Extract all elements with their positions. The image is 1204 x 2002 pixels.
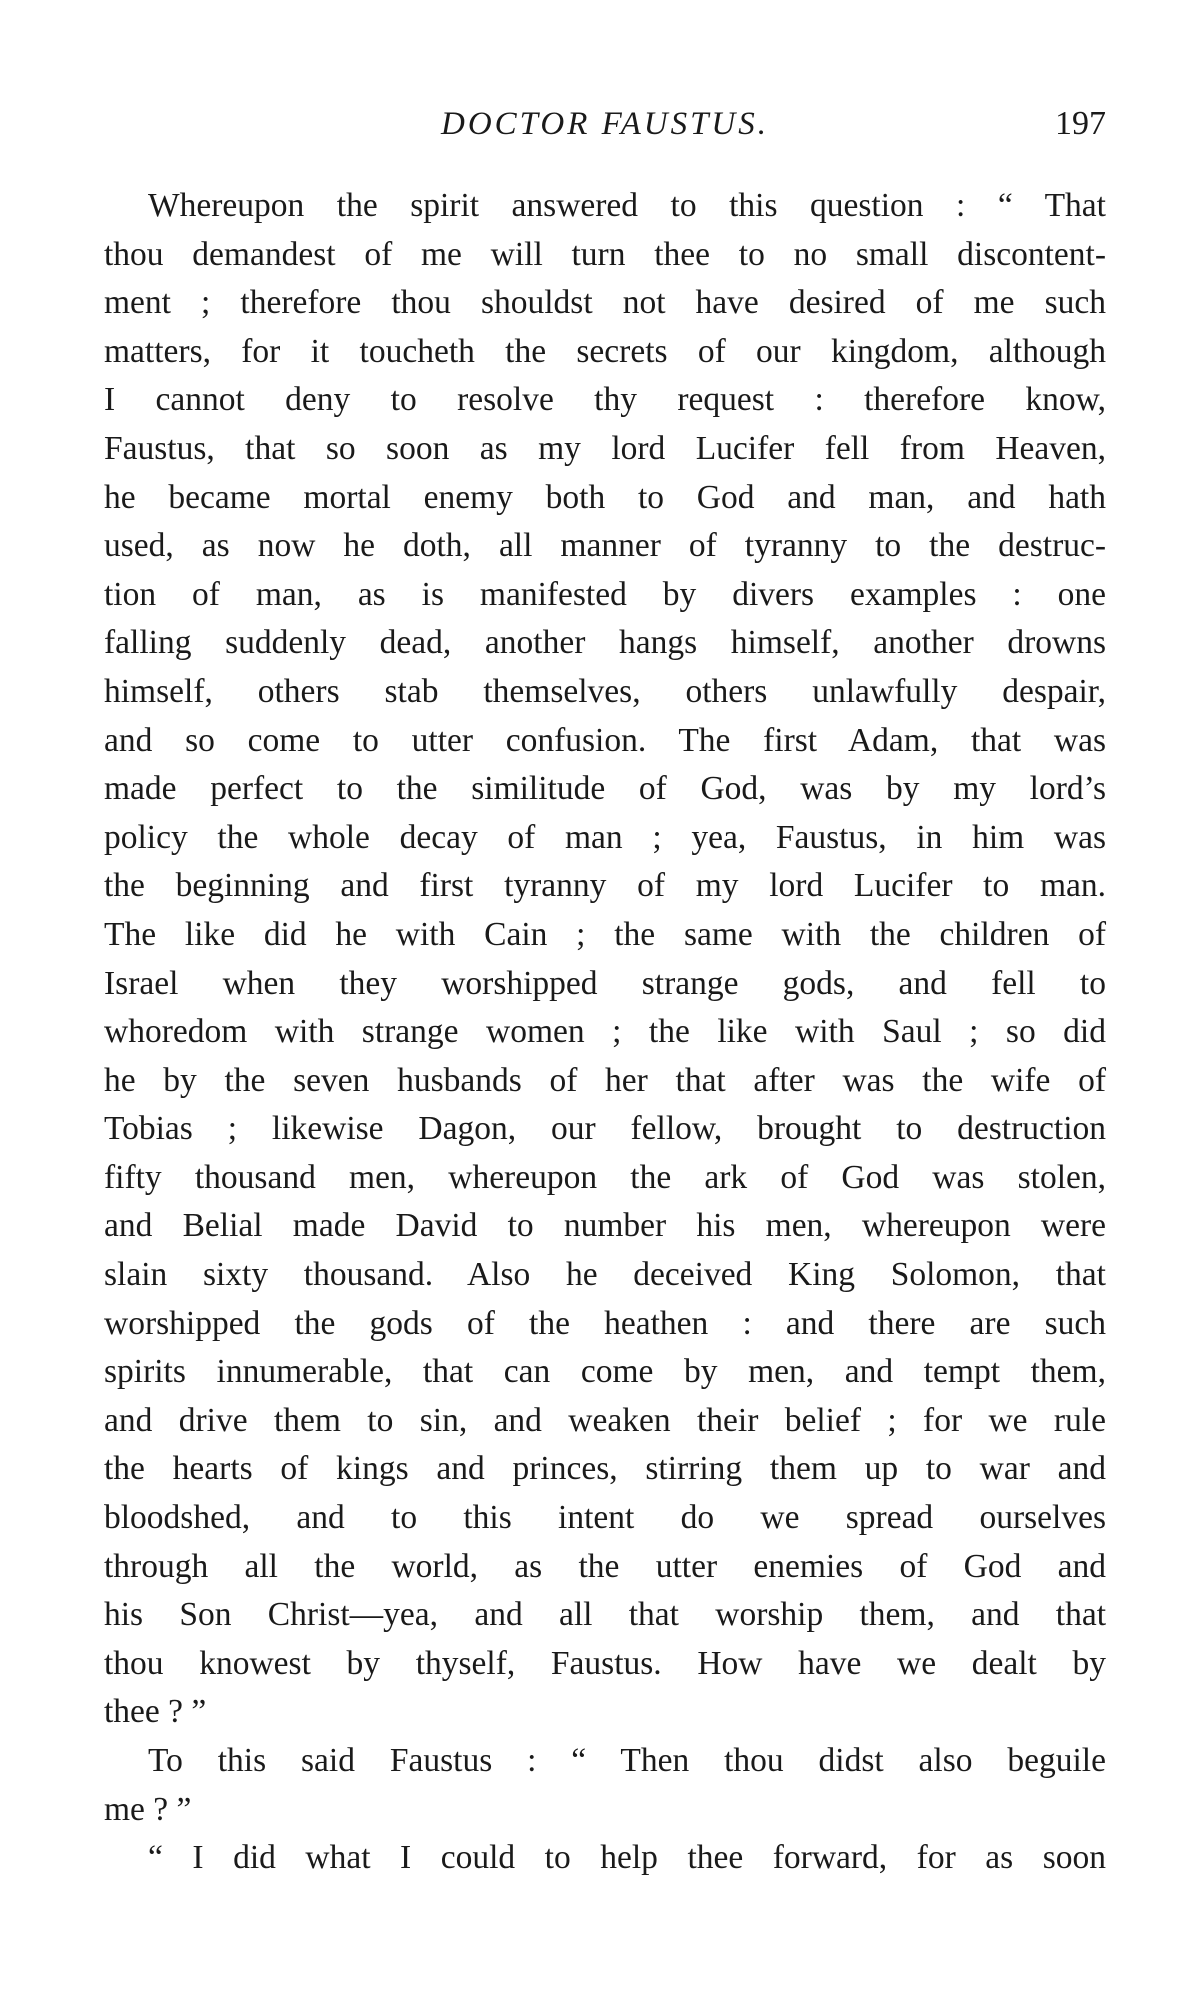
text-line: Tobias ; likewise Dagon, our fellow, brought to destruction — [104, 1110, 1106, 1148]
text-line: himself, others stab themselves, others unlawfully despair, — [104, 672, 1106, 710]
text-line: thou knowest by thyself, Faustus. How have we dealt by — [104, 1644, 1106, 1682]
text-line: The like did he with Cain ; the same with the children of — [104, 915, 1106, 953]
text-line: fifty thousand men, whereupon the ark of God was stolen, — [104, 1158, 1106, 1196]
running-title: DOCTOR FAUSTUS. — [441, 106, 769, 142]
running-head — [104, 100, 1106, 148]
text-line: made perfect to the similitude of God, was by my lord’s — [104, 770, 1106, 808]
text-line: policy the whole decay of man ; yea, Faustus, in him was — [104, 818, 1106, 856]
text-line: ment ; therefore thou shouldst not have desired of me such — [104, 284, 1106, 322]
text-line: Whereupon the spirit answered to this question : “ That — [148, 187, 1106, 224]
text-line: the beginning and first tyranny of my lord Lucifer to man. — [104, 867, 1106, 905]
text-line: To this said Faustus : “ Then thou didst also beguile — [148, 1742, 1106, 1779]
text-line: spirits innumerable, that can come by men, and tempt them, — [104, 1353, 1106, 1391]
text-line: used, as now he doth, all manner of tyranny to the destruc- — [104, 527, 1106, 565]
text-line: and Belial made David to number his men, whereupon were — [104, 1207, 1106, 1245]
text-line: and drive them to sin, and weaken their belief ; for we rule — [104, 1401, 1106, 1439]
text-line: matters, for it toucheth the secrets of our kingdom, although — [104, 332, 1106, 370]
text-line: thou demandest of me will turn thee to no small discontent- — [104, 235, 1106, 273]
body-text — [104, 182, 1106, 1883]
text-line: slain sixty thousand. Also he deceived King Solomon, that — [104, 1256, 1106, 1294]
page-number: 197 — [1055, 105, 1106, 142]
text-line: he by the seven husbands of her that after was the wife of — [104, 1061, 1106, 1099]
text-line: Israel when they worshipped strange gods, and fell to — [104, 964, 1106, 1002]
text-line: falling suddenly dead, another hangs himself, another drowns — [104, 624, 1106, 662]
text-line: worshipped the gods of the heathen : and there are such — [104, 1304, 1106, 1342]
text-line: I cannot deny to resolve thy request : therefore know, — [104, 381, 1106, 419]
text-line: thee ? ” — [104, 1693, 207, 1731]
text-line: and so come to utter confusion. The first Adam, that was — [104, 721, 1106, 759]
text-line: through all the world, as the utter enemies of God and — [104, 1547, 1106, 1585]
text-line: his Son Christ—yea, and all that worship them, and that — [104, 1596, 1106, 1634]
text-line: tion of man, as is manifested by divers examples : one — [104, 575, 1106, 613]
text-line: bloodshed, and to this intent do we spread ourselves — [104, 1499, 1106, 1537]
text-line: Faustus, that so soon as my lord Lucifer fell from Heaven, — [104, 429, 1106, 467]
text-line: me ? ” — [104, 1790, 192, 1828]
text-line: “ I did what I could to help thee forward, for as soon — [148, 1839, 1106, 1877]
text-line: he became mortal enemy both to God and man, and hath — [104, 478, 1106, 516]
text-line: whoredom with strange women ; the like with Saul ; so did — [104, 1013, 1106, 1051]
text-line: the hearts of kings and princes, stirring them up to war and — [104, 1450, 1106, 1488]
